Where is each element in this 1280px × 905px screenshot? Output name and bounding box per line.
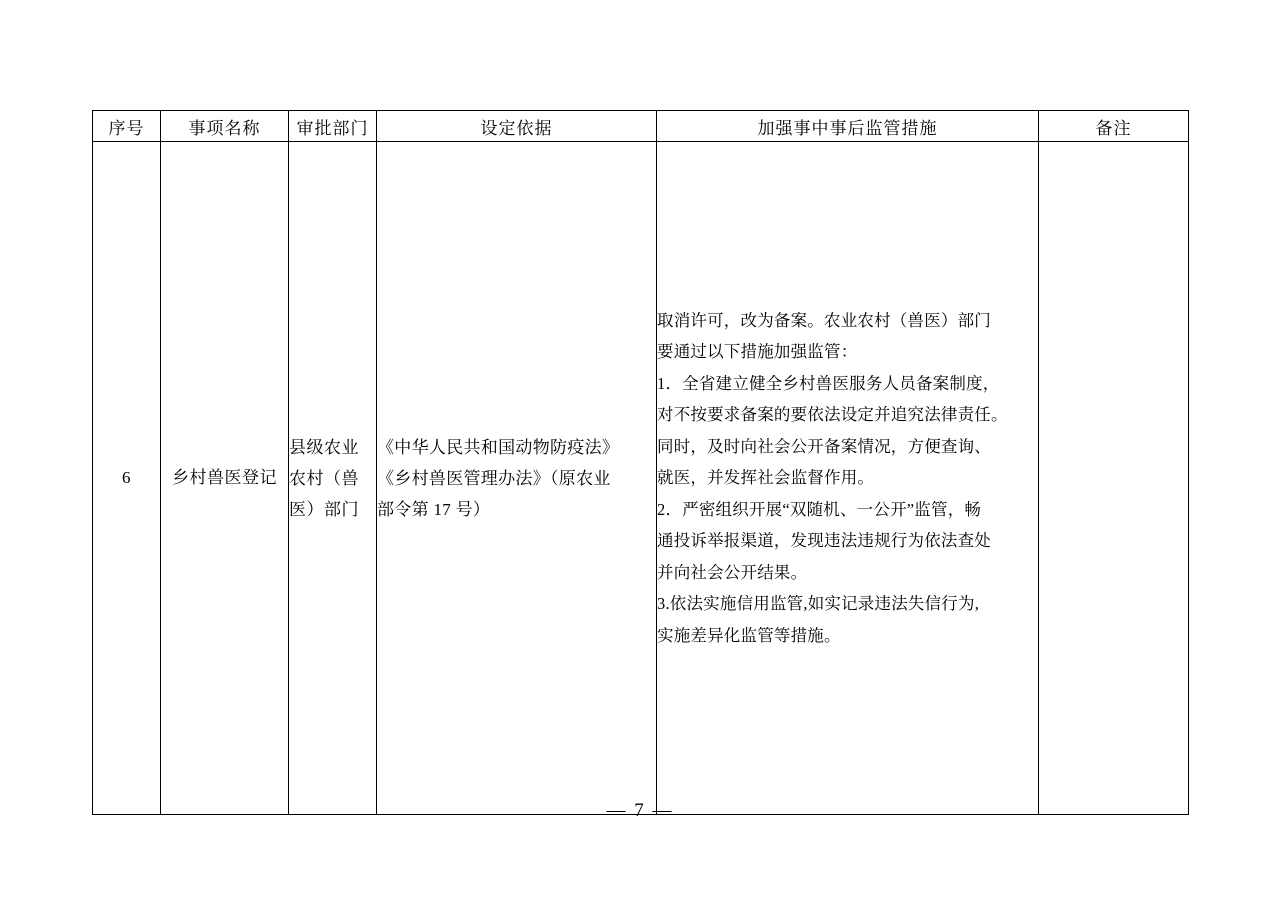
supervision-measures-text-block — [657, 305, 1038, 652]
measure-line: 通投诉举报渠道，发现违法违规行为依法查处 — [657, 531, 991, 551]
measure-line: 并向社会公开结果。 — [657, 562, 808, 582]
department-line: 农村（兽 — [289, 468, 359, 488]
cell-item-name: 乡村兽医登记 — [161, 142, 289, 815]
measure-line: 取消许可，改为备案。农业农村（兽医）部门 — [657, 310, 991, 330]
legal-basis-line: 《中华人民共和国动物防疫法》 — [377, 437, 620, 457]
cell-supervision-measures — [657, 142, 1039, 815]
regulatory-items-table — [92, 110, 1189, 815]
legal-basis-line: 《乡村兽医管理办法》（原农业 — [377, 468, 611, 488]
header-remarks: 备注 — [1039, 111, 1189, 142]
measure-line: 2．严密组织开展“双随机、一公开”监管，畅 — [657, 499, 982, 519]
table-header-row — [93, 111, 1189, 142]
department-line: 县级农业 — [289, 437, 359, 457]
measure-line: 1．全省建立健全乡村兽医服务人员备案制度， — [657, 373, 1000, 393]
cell-approval-department — [289, 142, 377, 815]
measure-line: 对不按要求备案的要依法设定并追究法律责任。 — [657, 405, 1008, 425]
measure-line: 同时，及时向社会公开备案情况，方便查询、 — [657, 436, 991, 456]
header-approval-department: 审批部门 — [289, 111, 377, 142]
measure-line: 3.依法实施信用监管,如实记录违法失信行为, — [657, 594, 980, 614]
department-text-block — [289, 432, 376, 525]
header-supervision-measures: 加强事中事后监管措施 — [657, 111, 1039, 142]
measure-line: 要通过以下措施加强监管： — [657, 342, 858, 362]
cell-remarks — [1039, 142, 1189, 815]
department-line: 医）部门 — [289, 499, 359, 519]
table-row — [93, 142, 1189, 815]
header-sequence-number: 序号 — [93, 111, 161, 142]
legal-basis-text-block — [377, 432, 656, 525]
legal-basis-line: 部令第 17 号） — [377, 499, 491, 519]
page-number: — 7 — — [606, 800, 674, 821]
header-item-name: 事项名称 — [161, 111, 289, 142]
cell-legal-basis — [377, 142, 657, 815]
header-legal-basis: 设定依据 — [377, 111, 657, 142]
measure-line: 就医，并发挥社会监督作用。 — [657, 468, 875, 488]
cell-sequence-number: 6 — [93, 142, 161, 815]
measure-line: 实施差异化监管等措施。 — [657, 625, 841, 645]
